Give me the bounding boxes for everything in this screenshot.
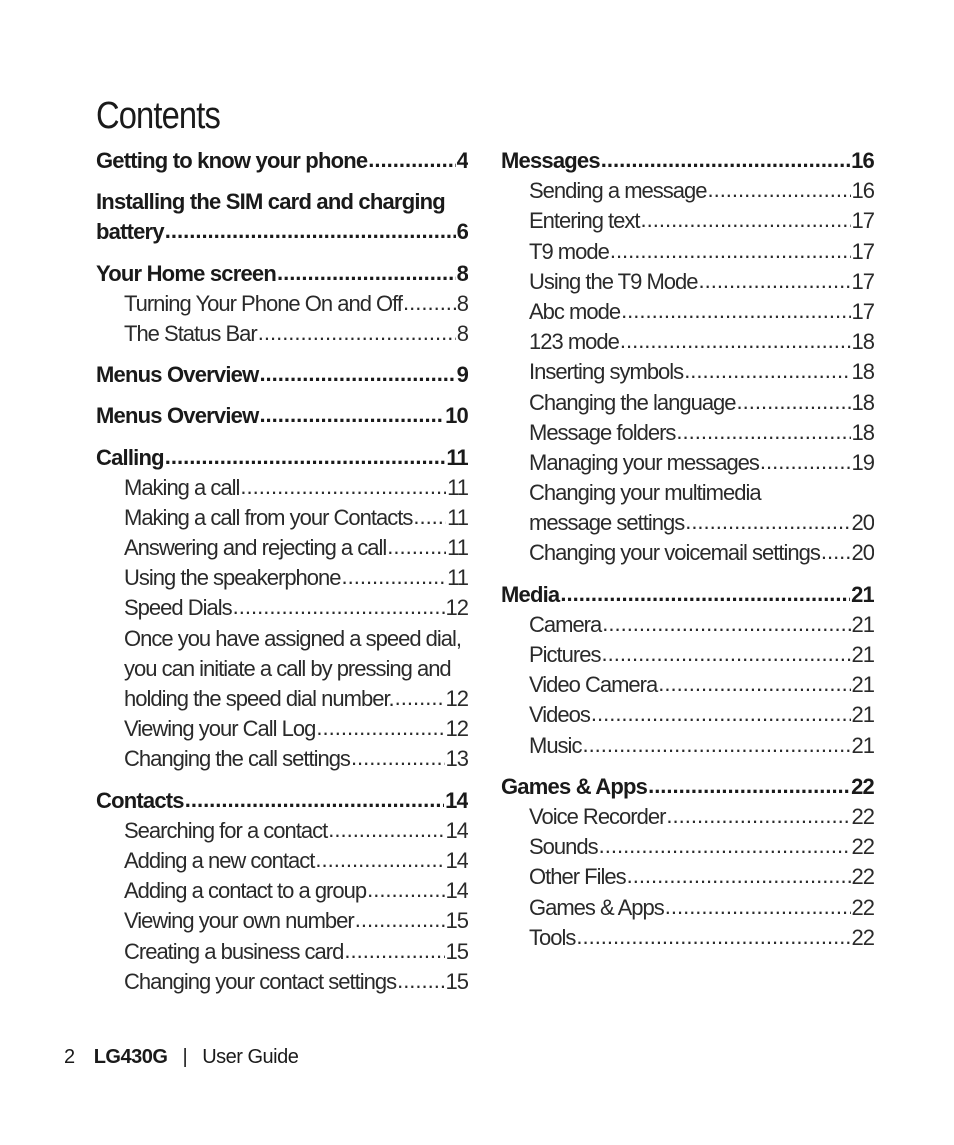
- toc-entry-title: Changing the language: [529, 389, 736, 415]
- toc-section: [96, 786, 468, 997]
- footer-separator: |: [182, 1046, 188, 1068]
- toc-page-number: 14: [445, 847, 468, 873]
- toc-entry-title: Sending a message: [529, 178, 707, 204]
- dot-leader: [665, 893, 851, 922]
- toc-page-number: 18: [851, 359, 874, 385]
- toc-entry-title: Changing the call settings: [124, 746, 350, 772]
- dot-leader: [316, 714, 444, 743]
- toc-entry-title: Calling: [96, 444, 164, 470]
- dot-leader: [641, 206, 851, 235]
- dot-leader: [620, 327, 851, 356]
- toc-column-right: [501, 146, 874, 964]
- toc-entry[interactable]: [501, 700, 874, 730]
- toc-page-number: 20: [851, 540, 874, 566]
- toc-entry-title: Abc mode: [529, 298, 621, 324]
- dot-leader: [368, 146, 455, 175]
- toc-heading[interactable]: [96, 217, 468, 247]
- toc-page-number: 21: [851, 611, 874, 637]
- toc-heading[interactable]: [501, 146, 874, 176]
- toc-entry-title: Turning Your Phone On and Off: [124, 290, 403, 316]
- toc-entry[interactable]: [96, 654, 468, 684]
- toc-entry-title: Answering and rejecting a call: [124, 535, 387, 561]
- toc-entry-title: Creating a business card: [124, 938, 344, 964]
- toc-entry-title: Changing your voicemail settings: [529, 540, 820, 566]
- toc-entry[interactable]: [501, 237, 874, 267]
- toc-entry-title: Games & Apps: [529, 894, 664, 920]
- toc-page-number: 15: [445, 968, 468, 994]
- dot-leader: [698, 267, 850, 296]
- toc-page-number: 15: [445, 938, 468, 964]
- toc-entry-title: Menus Overview: [96, 362, 259, 388]
- dot-leader: [165, 443, 446, 472]
- toc-entry[interactable]: [501, 297, 874, 327]
- toc-entry[interactable]: [501, 206, 874, 236]
- toc-page-number: 21: [851, 672, 874, 698]
- toc-entry[interactable]: [501, 478, 874, 508]
- dot-leader: [602, 610, 850, 639]
- toc-entry-title: T9 mode: [529, 238, 609, 264]
- toc-page-number: 12: [445, 595, 468, 621]
- toc-entry[interactable]: [501, 388, 874, 418]
- toc-entry[interactable]: [96, 744, 468, 774]
- toc-page-number: 16: [851, 178, 874, 204]
- dot-leader: [233, 593, 445, 622]
- toc-page-number: 14: [445, 817, 468, 843]
- toc-entry[interactable]: [501, 670, 874, 700]
- toc-entry-title: battery: [96, 219, 164, 245]
- toc-page-number: 11: [446, 444, 468, 470]
- toc-entry[interactable]: [96, 967, 468, 997]
- dot-leader: [342, 563, 447, 592]
- toc-entry[interactable]: [501, 832, 874, 862]
- toc-entry[interactable]: [501, 508, 874, 538]
- toc-entry-title: Adding a new contact: [124, 847, 315, 873]
- toc-entry[interactable]: [501, 327, 874, 357]
- toc-section: [501, 772, 874, 953]
- toc-page-number: 8: [456, 260, 468, 286]
- dot-leader: [355, 906, 445, 935]
- toc-entry-title: Viewing your own number: [124, 908, 354, 934]
- toc-entry-title: 123 mode: [529, 329, 619, 355]
- footer-model: LG430G: [93, 1046, 168, 1068]
- dot-leader: [621, 297, 850, 326]
- toc-page-number: 8: [456, 290, 468, 316]
- toc-page-number: 15: [445, 908, 468, 934]
- toc-page-number: 6: [456, 219, 468, 245]
- toc-section: [96, 360, 468, 390]
- toc-entry-title: Installing the SIM card and charging: [96, 189, 445, 215]
- toc-page-number: 22: [851, 834, 874, 860]
- dot-leader: [185, 786, 444, 815]
- toc-entry-title: Sounds: [529, 834, 598, 860]
- toc-entry-title: Video Camera: [529, 672, 658, 698]
- toc-entry-title: Other Files: [529, 864, 626, 890]
- toc-page-number: 12: [445, 686, 468, 711]
- toc-page-number: 17: [851, 298, 874, 324]
- page-footer: [64, 1046, 298, 1069]
- toc-entry-title: Viewing your Call Log: [124, 716, 316, 742]
- toc-entry-title: Changing your multimedia: [529, 480, 761, 506]
- toc-entry[interactable]: [96, 846, 468, 876]
- toc-section: [96, 146, 468, 176]
- toc-page-number: 4: [456, 148, 468, 173]
- dot-leader: [648, 772, 850, 801]
- toc-entry[interactable]: [501, 538, 874, 568]
- dot-leader: [240, 473, 446, 502]
- toc-page-number: 11: [447, 565, 468, 591]
- toc-entry-title: Messages: [501, 148, 600, 173]
- toc-entry-title: Using the speakerphone: [124, 565, 341, 591]
- toc-entry[interactable]: [501, 731, 874, 761]
- toc-section: [96, 443, 468, 775]
- toc-heading[interactable]: [96, 401, 468, 431]
- toc-page-number: 11: [447, 474, 468, 500]
- toc-entry[interactable]: [96, 624, 468, 654]
- toc-entry-title: Music: [529, 732, 582, 758]
- toc-entry[interactable]: [96, 533, 468, 563]
- toc-entry-title: Inserting symbols: [529, 359, 684, 385]
- page-title: Contents: [96, 95, 220, 138]
- toc-entry-title: Contacts: [96, 787, 184, 813]
- toc-entry-title: Changing your contact settings: [124, 968, 397, 994]
- toc-entry-title: message settings: [529, 510, 685, 536]
- dot-leader: [737, 388, 851, 417]
- toc-entry-title: Pictures: [529, 642, 601, 667]
- dot-leader: [328, 816, 444, 845]
- dot-leader: [760, 448, 851, 477]
- toc-page-number: 22: [851, 864, 874, 890]
- dot-leader: [259, 360, 455, 389]
- toc-heading[interactable]: [96, 443, 468, 473]
- toc-page-number: 10: [445, 403, 468, 429]
- dot-leader: [576, 923, 850, 952]
- toc-entry[interactable]: [501, 357, 874, 387]
- toc-page-number: 11: [447, 504, 468, 530]
- toc-section: [501, 146, 874, 569]
- toc-section: [96, 187, 468, 247]
- toc-entry-title: Adding a contact to a group: [124, 878, 367, 904]
- toc-page-number: 19: [851, 449, 874, 475]
- toc-entry[interactable]: [501, 267, 874, 297]
- toc-heading[interactable]: [96, 187, 468, 217]
- page-number: 2: [64, 1046, 75, 1068]
- toc-entry-title: Making a call: [124, 474, 240, 500]
- toc-heading[interactable]: [96, 259, 468, 289]
- dot-leader: [599, 832, 851, 861]
- dot-leader: [601, 146, 850, 175]
- toc-entry-title: Once you have assigned a speed dial,: [124, 625, 462, 651]
- toc-entry[interactable]: [96, 876, 468, 906]
- toc-entry[interactable]: [96, 937, 468, 967]
- dot-leader: [601, 640, 850, 669]
- dot-leader: [387, 533, 446, 562]
- dot-leader: [821, 538, 851, 567]
- toc-entry[interactable]: [501, 802, 874, 832]
- toc-entry[interactable]: [501, 448, 874, 478]
- toc-entry[interactable]: [96, 473, 468, 503]
- toc-page-number: 17: [851, 208, 874, 234]
- dot-leader: [560, 580, 850, 609]
- toc-page-number: 22: [851, 924, 874, 950]
- toc-page-number: 22: [851, 894, 874, 920]
- dot-leader: [315, 846, 444, 875]
- dot-leader: [351, 744, 445, 773]
- toc-section: [96, 259, 468, 350]
- toc-entry-title: Games & Apps: [501, 773, 648, 799]
- toc-entry-title: Searching for a contact: [124, 817, 328, 843]
- dot-leader: [397, 967, 444, 996]
- toc-page-number: 20: [851, 510, 874, 536]
- toc-page-number: 9: [456, 362, 468, 388]
- toc-entry-title: Message folders: [529, 419, 676, 445]
- toc-page-number: 18: [851, 329, 874, 355]
- toc-section: [96, 401, 468, 431]
- toc-entry[interactable]: [96, 319, 468, 349]
- toc-entry[interactable]: [501, 418, 874, 448]
- toc-page-number: 8: [456, 320, 468, 346]
- toc-entry[interactable]: [501, 610, 874, 640]
- toc-entry[interactable]: [96, 289, 468, 319]
- toc-page-number: 13: [445, 746, 468, 772]
- toc-entry-title: Managing your messages: [529, 449, 759, 475]
- toc-page-number: 21: [851, 732, 874, 758]
- toc-page-number: 22: [851, 803, 874, 829]
- dot-leader: [582, 731, 850, 760]
- toc-entry-title: Entering text: [529, 208, 640, 234]
- toc-page-number: 21: [851, 581, 874, 607]
- toc-entry-title: Media: [501, 581, 560, 607]
- dot-leader: [395, 684, 445, 713]
- dot-leader: [403, 289, 456, 318]
- toc-entry[interactable]: [96, 684, 468, 714]
- dot-leader: [344, 937, 444, 966]
- toc-entry[interactable]: [501, 893, 874, 923]
- toc-entry-title: Camera: [529, 611, 602, 637]
- toc-entry-title: Your Home screen: [96, 260, 276, 286]
- toc-entry[interactable]: [501, 862, 874, 892]
- toc-entry[interactable]: [501, 923, 874, 953]
- toc-entry[interactable]: [501, 176, 874, 206]
- dot-leader: [707, 176, 850, 205]
- dot-leader: [685, 508, 850, 537]
- toc-page-number: 18: [851, 419, 874, 445]
- toc-entry-title: Using the T9 Mode: [529, 268, 698, 294]
- toc-entry[interactable]: [96, 593, 468, 623]
- dot-leader: [627, 862, 851, 891]
- toc-page-number: 11: [447, 535, 468, 561]
- toc-heading[interactable]: [501, 772, 874, 802]
- toc-column-left: [96, 146, 468, 1008]
- toc-page-number: 21: [851, 642, 874, 667]
- dot-leader: [413, 503, 446, 532]
- toc-entry[interactable]: [501, 640, 874, 670]
- toc-entry-title: you can initiate a call by pressing and: [124, 655, 451, 681]
- toc-page-number: 14: [445, 787, 468, 813]
- toc-entry-title: holding the speed dial number.: [124, 686, 394, 711]
- dot-leader: [666, 802, 850, 831]
- footer-guide-label: User Guide: [202, 1046, 299, 1068]
- toc-heading[interactable]: [96, 146, 468, 176]
- dot-leader: [676, 418, 850, 447]
- toc-entry-title: Videos: [529, 702, 590, 728]
- toc-entry-title: Tools: [529, 924, 576, 950]
- toc-entry-title: Menus Overview: [96, 403, 259, 429]
- toc-entry[interactable]: [96, 714, 468, 744]
- toc-page-number: 14: [445, 878, 468, 904]
- toc-page-number: 22: [851, 773, 874, 799]
- toc-heading[interactable]: [96, 360, 468, 390]
- dot-leader: [277, 259, 456, 288]
- dot-leader: [684, 357, 850, 386]
- toc-heading[interactable]: [501, 580, 874, 610]
- toc-page-number: 12: [445, 716, 468, 742]
- toc-page-number: 17: [851, 238, 874, 264]
- toc-entry-title: Voice Recorder: [529, 803, 666, 829]
- toc-entry[interactable]: [96, 906, 468, 936]
- toc-entry[interactable]: [96, 503, 468, 533]
- toc-heading[interactable]: [96, 786, 468, 816]
- toc-section: [501, 580, 874, 761]
- dot-leader: [591, 700, 851, 729]
- dot-leader: [658, 670, 850, 699]
- toc-entry[interactable]: [96, 816, 468, 846]
- toc-page-number: 21: [851, 702, 874, 728]
- toc-page-number: 18: [851, 389, 874, 415]
- toc-page-number: 16: [851, 148, 874, 173]
- toc-entry-title: Making a call from your Contacts: [124, 504, 413, 530]
- dot-leader: [258, 319, 456, 348]
- dot-leader: [165, 217, 456, 246]
- toc-entry-title: Speed Dials: [124, 595, 232, 621]
- toc-entry-title: Getting to know your phone: [96, 148, 368, 173]
- dot-leader: [610, 237, 851, 266]
- toc-entry-title: The Status Bar: [124, 320, 257, 346]
- dot-leader: [367, 876, 444, 905]
- toc-page-number: 17: [851, 268, 874, 294]
- dot-leader: [259, 401, 444, 430]
- toc-entry[interactable]: [96, 563, 468, 593]
